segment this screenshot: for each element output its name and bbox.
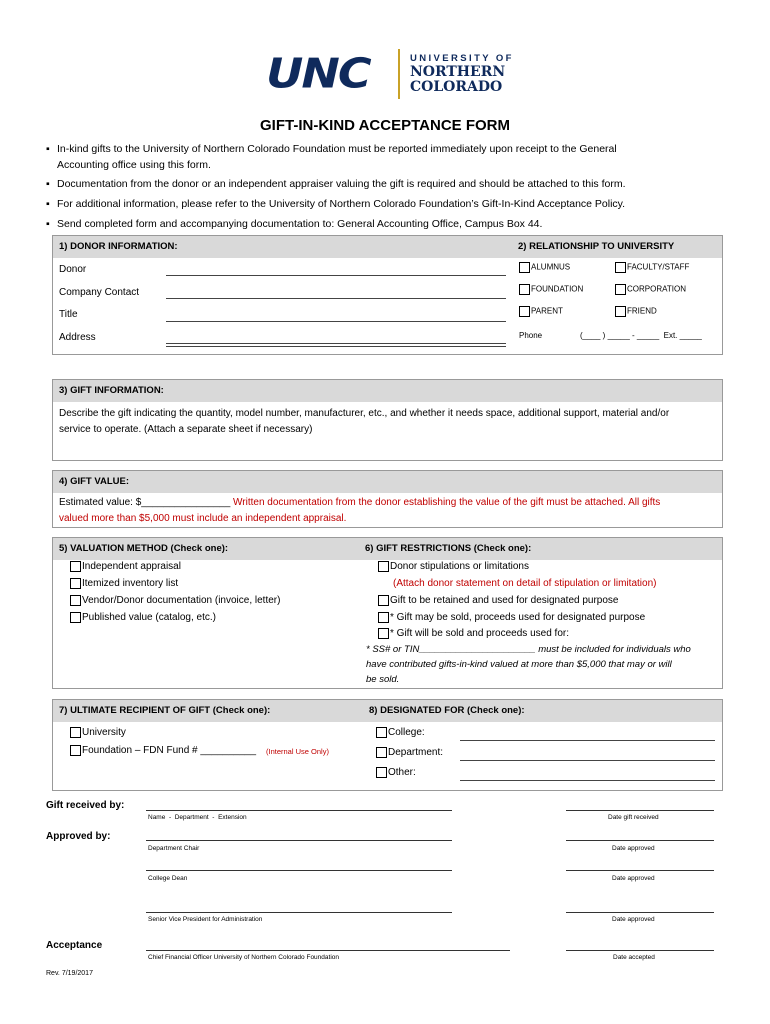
valuation-option-2[interactable]: [70, 578, 178, 589]
internal-use-note: (Internal Use Only): [266, 747, 329, 756]
checkbox[interactable]: [70, 612, 81, 623]
checkbox[interactable]: [70, 745, 81, 756]
logo-northern: NORTHERN: [410, 64, 506, 80]
dean-label: College Dean: [148, 875, 188, 882]
restriction-note: (Attach donor statement on detail of stipulation or limitation): [393, 578, 657, 589]
rel-option-parent[interactable]: [519, 306, 563, 317]
dean-signature-line[interactable]: [146, 870, 452, 871]
received-date-line[interactable]: [566, 810, 714, 811]
revision-date: Rev. 7/19/2017: [46, 970, 93, 977]
checkbox[interactable]: [378, 628, 389, 639]
gift-info-line: service to operate. (Attach a separate sheet if necessary): [59, 424, 313, 435]
valuation-option-1[interactable]: [70, 561, 181, 572]
rel-option-friend[interactable]: [615, 306, 657, 317]
gift-value-header: 4) GIFT VALUE:: [53, 471, 722, 493]
value-note-2: valued more than $5,000 must include an independent appraisal.: [59, 513, 347, 524]
bullet-marker: ▪: [46, 143, 50, 155]
form-title: GIFT-IN-KIND ACCEPTANCE FORM: [260, 117, 510, 134]
option-label: Department:: [388, 747, 444, 759]
section-header: [53, 236, 722, 258]
valuation-option-4[interactable]: [70, 612, 216, 623]
option-label: PARENT: [531, 306, 563, 316]
college-field[interactable]: [460, 727, 715, 741]
checkbox[interactable]: [70, 595, 81, 606]
checkbox[interactable]: [519, 262, 530, 273]
gift-info-header: 3) GIFT INFORMATION:: [53, 380, 722, 402]
recipient-foundation[interactable]: [70, 745, 256, 756]
valuation-header: 5) VALUATION METHOD (Check one):: [59, 543, 229, 554]
checkbox[interactable]: [615, 306, 626, 317]
cfo-date-line[interactable]: [566, 950, 714, 951]
svp-label: Senior Vice President for Administration: [148, 916, 263, 923]
section-header: [53, 700, 722, 722]
department-field[interactable]: [460, 747, 715, 761]
checkbox[interactable]: [378, 561, 389, 572]
option-label: Vendor/Donor documentation (invoice, letter): [82, 595, 281, 607]
received-signature-line[interactable]: [146, 810, 452, 811]
donor-info-header: 1) DONOR INFORMATION:: [59, 241, 178, 252]
bullet-text: Accounting office using this form.: [57, 159, 211, 171]
restriction-option-2[interactable]: [378, 595, 619, 606]
acceptance-label: Acceptance: [46, 940, 103, 951]
checkbox[interactable]: [519, 306, 530, 317]
svp-signature-line[interactable]: [146, 912, 452, 913]
unc-logo-mark: UNC: [266, 48, 370, 98]
note-line: be sold.: [366, 674, 400, 685]
rel-option-corporation[interactable]: [615, 284, 686, 295]
checkbox[interactable]: [376, 747, 387, 758]
ss-tin-note: [366, 642, 691, 687]
received-sub-label: Name - Department - Extension: [148, 814, 247, 821]
chair-date-line[interactable]: [566, 840, 714, 841]
option-label: CORPORATION: [627, 284, 686, 294]
checkbox[interactable]: [70, 561, 81, 572]
bullet-marker: ▪: [46, 218, 50, 230]
estimated-value-field[interactable]: ________________: [141, 497, 231, 508]
bullet-marker: ▪: [46, 178, 50, 190]
designated-header: 8) DESIGNATED FOR (Check one):: [369, 705, 525, 716]
gift-received-label: Gift received by:: [46, 800, 125, 811]
note-line: have contributed gifts-in-kind valued at more than $5,000 that may or will: [366, 659, 672, 670]
checkbox[interactable]: [378, 595, 389, 606]
restrictions-header: 6) GIFT RESTRICTIONS (Check one):: [365, 543, 532, 554]
logo-divider: [398, 49, 400, 99]
cfo-label: Chief Financial Officer University of Northern Colorado Foundation: [148, 954, 339, 961]
option-label: Donor stipulations or limitations: [390, 561, 529, 573]
title-field[interactable]: [166, 306, 506, 322]
chair-label: Department Chair: [148, 845, 200, 852]
bullet-1: [46, 141, 726, 173]
designated-college[interactable]: [376, 727, 425, 738]
option-label: Gift to be retained and used for designated purpose: [390, 595, 619, 607]
option-label: * Gift may be sold, proceeds used for designated purpose: [390, 612, 646, 624]
other-field[interactable]: [460, 767, 715, 781]
donor-label: Donor: [59, 264, 87, 275]
option-label: FACULTY/STAFF: [627, 262, 690, 272]
option-label: College:: [388, 727, 425, 739]
gift-value-text: [59, 495, 719, 527]
rel-option-foundation[interactable]: [519, 284, 583, 295]
section-header: [53, 538, 722, 560]
bullet-2: [46, 176, 726, 192]
checkbox[interactable]: [376, 727, 387, 738]
bullet-text: For additional information, please refer to the University of Northern Colorado Foundation’s Gift-In-Kind Acceptance Policy.: [57, 198, 626, 210]
address-field-2[interactable]: [166, 331, 506, 347]
donor-field[interactable]: [166, 260, 506, 276]
bullet-text: Send completed form and accompanying documentation to: General Accounting Office, Campus Box 44.: [57, 218, 543, 230]
bullet-text: Documentation from the donor or an independent appraiser valuing the gift is required and should be attached to this form.: [57, 178, 626, 190]
valuation-option-3[interactable]: [70, 595, 280, 606]
estimated-value-label: Estimated value: $: [59, 497, 142, 508]
chair-date-label: Date approved: [612, 845, 655, 852]
bullet-4: [46, 216, 726, 232]
option-label: FOUNDATION: [531, 284, 584, 294]
value-note: Written documentation from the donor establishing the value of the gift must be attached. All gifts: [233, 497, 661, 508]
chair-signature-line[interactable]: [146, 840, 452, 841]
checkbox[interactable]: [376, 767, 387, 778]
option-label: Other:: [388, 767, 416, 779]
svp-date-line[interactable]: [566, 912, 714, 913]
gift-info-line: Describe the gift indicating the quantity, model number, manufacturer, etc., and whether it needs space, additional support, material and/or: [59, 408, 670, 419]
phone-field[interactable]: (____ ) _____ - _____ Ext. _____: [580, 331, 702, 340]
logo-university-of: UNIVERSITY OF: [410, 53, 514, 64]
svp-date-label: Date approved: [612, 916, 655, 923]
company-contact-label: Company Contact: [59, 287, 140, 298]
note-line: * SS# or TIN______________________ must be included for individuals who: [366, 644, 691, 655]
cfo-date-label: Date accepted: [613, 954, 655, 961]
title-label: Title: [59, 309, 78, 320]
address-label: Address: [59, 332, 96, 343]
restriction-option-3[interactable]: [378, 612, 645, 623]
option-label: Independent appraisal: [82, 561, 181, 573]
checkbox[interactable]: [519, 284, 530, 295]
restriction-option-1[interactable]: [378, 561, 529, 572]
bullet-3: [46, 196, 726, 212]
received-date-label: Date gift received: [608, 814, 659, 821]
designated-department[interactable]: [376, 747, 443, 758]
gift-info-instructions: [59, 406, 669, 438]
designated-other[interactable]: [376, 767, 416, 778]
company-contact-field[interactable]: [166, 283, 506, 299]
option-label: FRIEND: [627, 306, 657, 316]
option-label: Itemized inventory list: [82, 578, 179, 590]
checkbox[interactable]: [70, 727, 81, 738]
relationship-header: 2) RELATIONSHIP TO UNIVERSITY: [518, 241, 675, 252]
phone-label: Phone: [519, 331, 543, 340]
dean-date-line[interactable]: [566, 870, 714, 871]
option-label: Foundation – FDN Fund # __________: [82, 745, 257, 757]
checkbox[interactable]: [615, 262, 626, 273]
checkbox[interactable]: [615, 284, 626, 295]
rel-option-alumnus[interactable]: [519, 262, 570, 273]
bullet-marker: ▪: [46, 198, 50, 210]
option-label: ALUMNUS: [531, 262, 571, 272]
checkbox[interactable]: [378, 612, 389, 623]
rel-option-faculty[interactable]: [615, 262, 689, 273]
dean-date-label: Date approved: [612, 875, 655, 882]
recipient-header: 7) ULTIMATE RECIPIENT OF GIFT (Check one):: [59, 705, 271, 716]
cfo-signature-line[interactable]: [146, 950, 510, 951]
recipient-university[interactable]: [70, 727, 126, 738]
option-label: * Gift will be sold and proceeds used for:: [390, 628, 569, 640]
option-label: Published value (catalog, etc.): [82, 612, 216, 624]
restriction-option-4[interactable]: [378, 628, 569, 639]
option-label: University: [82, 727, 126, 739]
checkbox[interactable]: [70, 578, 81, 589]
approved-by-label: Approved by:: [46, 831, 111, 842]
bullet-text: In-kind gifts to the University of Northern Colorado Foundation must be reported immediately upon receipt to the General: [57, 143, 617, 155]
logo-colorado: COLORADO: [410, 79, 503, 95]
